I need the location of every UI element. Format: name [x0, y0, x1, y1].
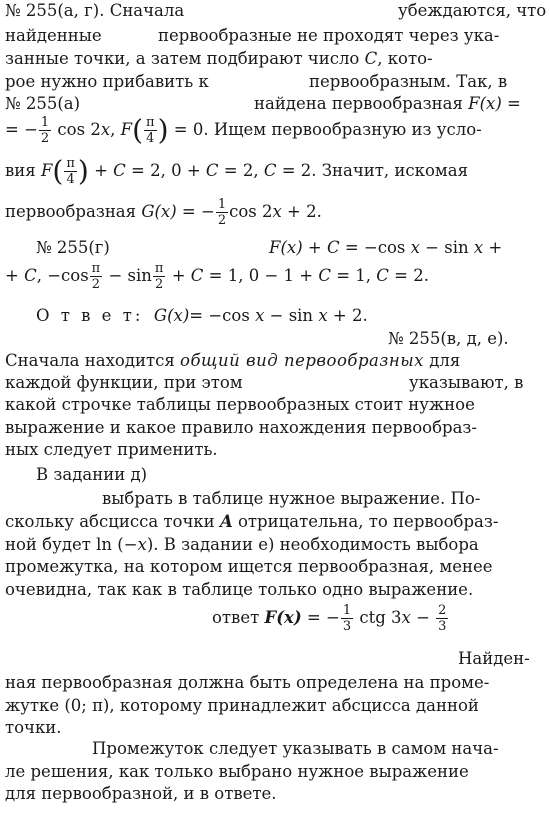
emphasis-text: общий вид первообразных [180, 351, 424, 370]
var-x: x [473, 238, 484, 257]
denominator: 4 [146, 131, 155, 146]
right-paren: ) [157, 113, 169, 147]
text-line: убеждаются, что [398, 1, 547, 20]
text-line [5, 537, 479, 554]
right-paren: ) [77, 154, 89, 188]
text-line: № 255(в, д, е). [388, 329, 509, 348]
denominator: 2 [217, 213, 227, 228]
fraction [341, 604, 353, 633]
fraction [39, 116, 51, 145]
var-x: x [137, 535, 147, 554]
text-span: ). В задании е) необходимость выбора [146, 535, 479, 554]
numerator: π [66, 156, 75, 171]
formula-line [5, 113, 482, 147]
text-span: ответ [212, 608, 265, 627]
text-line: выбрать в таблице нужное выражение. По- [102, 489, 481, 508]
fraction [64, 157, 77, 186]
point-a: A [219, 512, 233, 531]
text-span: Сначала находится [5, 351, 181, 370]
numerator: π [91, 261, 101, 276]
denominator: 3 [342, 619, 352, 634]
text-span: cos 2 [229, 202, 273, 221]
text-line: промежутка, на котором ищется первообразная, менее [5, 557, 493, 576]
text-line: какой строчке таблицы первообразных стоит нужное [5, 395, 475, 414]
formula-line [5, 262, 429, 291]
denominator: 2 [91, 277, 101, 292]
text-span: ной будет ln (− [5, 535, 138, 554]
formula-line [5, 154, 468, 188]
denominator: 3 [438, 619, 447, 634]
text-span: найдена первообразная [254, 94, 463, 113]
text-span: + [166, 266, 191, 285]
text-line: точки. [5, 718, 62, 737]
var-x: x [100, 120, 111, 139]
text-span: , −cos [36, 266, 89, 285]
formula-gx: G(x) [153, 306, 190, 325]
text-span: = −cos [339, 238, 411, 257]
var-c: C [24, 266, 37, 285]
text-line [5, 514, 498, 531]
text-line: рое нужно прибавить к [5, 72, 209, 91]
var-x: x [318, 306, 328, 325]
text-span: = − [176, 202, 215, 221]
text-span: занные точки, а затем подбирают число [5, 49, 360, 68]
text-span: скольку абсцисса точки [5, 512, 220, 531]
text-span: вия [5, 161, 41, 180]
text-line: Промежуток следует указывать в самом нача- [92, 739, 499, 758]
answer-line [36, 308, 368, 325]
text-line: первообразные не проходят через ука- [158, 26, 500, 45]
text-line: для первообразной, и в ответе. [5, 784, 277, 803]
fraction [436, 604, 448, 633]
numerator: 1 [40, 115, 50, 130]
func-f: F [120, 120, 133, 139]
text-span: = 0. Ищем первообразную из усло- [168, 120, 482, 139]
var-c: C [113, 161, 126, 180]
text-span: − sin [264, 306, 319, 325]
text-line: первообразным. Так, в [309, 72, 508, 91]
formula-fx: F(x) [468, 94, 502, 113]
answer-formula [212, 604, 449, 633]
text-span: для [424, 351, 461, 370]
text-span: , кото- [377, 49, 433, 68]
formula-fx: F(x) [264, 608, 302, 627]
formula-line [5, 198, 322, 227]
text-line: № 255(а) [5, 94, 81, 113]
text-span: , [110, 120, 121, 139]
numerator: 1 [217, 197, 227, 212]
var-c: C [190, 266, 204, 285]
formula-gx: G(x) [141, 202, 177, 221]
text-line [5, 51, 433, 68]
text-span: первообразная [5, 202, 142, 221]
text-span: + [5, 266, 25, 285]
left-paren: ( [132, 113, 144, 147]
numerator: 2 [438, 603, 447, 618]
text-span: + [302, 238, 327, 257]
left-paren: ( [52, 154, 64, 188]
func-f: F [40, 161, 53, 180]
text-line: № 255(а, г). Сначала [5, 1, 185, 20]
text-span: − sin [419, 238, 474, 257]
text-line: Найден- [458, 649, 530, 668]
text-line: ная первообразная должна быть определена на проме- [5, 673, 490, 692]
text-span: ctg 3 [354, 608, 402, 627]
var-x: x [255, 306, 265, 325]
denominator: 2 [155, 277, 164, 292]
text-line: каждой функции, при этом [5, 373, 243, 392]
text-line [5, 353, 460, 370]
formula-line [269, 240, 502, 257]
fraction [216, 198, 228, 227]
text-line: ных следует применить. [5, 440, 218, 459]
text-span: + 2. [281, 202, 322, 221]
text-span: = 1, [330, 266, 377, 285]
denominator: 4 [66, 172, 75, 187]
text-line [254, 96, 521, 113]
text-span: cos 2 [52, 120, 101, 139]
text-span: = −cos [189, 306, 256, 325]
var-c: C [263, 161, 277, 180]
var-c: C [205, 161, 219, 180]
var-c: C [318, 266, 331, 285]
numerator: 1 [342, 603, 352, 618]
var-c: C [326, 238, 340, 257]
text-span: = 2. [388, 266, 429, 285]
text-line: № 255(г) [36, 238, 110, 257]
text-span: отрицательна, то первообраз- [232, 512, 499, 531]
text-span: + 2. [327, 306, 368, 325]
numerator: π [154, 261, 164, 276]
text-line: ле решения, как только выбрано нужное выражение [5, 762, 469, 781]
var-x: x [401, 608, 411, 627]
numerator: π [146, 115, 155, 130]
text-span: = [501, 94, 521, 113]
text-span: = − [5, 120, 38, 139]
text-span: = − [301, 608, 340, 627]
text-span: + [88, 161, 114, 180]
var-x: x [410, 238, 420, 257]
var-x: x [272, 202, 282, 221]
formula-fx: F(x) [269, 238, 303, 257]
text-line: очевидна, так как в таблице только одно выражение. [5, 580, 474, 599]
fraction [144, 116, 157, 145]
text-span: − [410, 608, 436, 627]
text-span: = 2, [218, 161, 264, 180]
text-span: = 2. Значит, искомая [276, 161, 468, 180]
var-c: C [364, 49, 378, 68]
text-line: найденные [5, 26, 102, 45]
denominator: 2 [40, 131, 50, 146]
text-span: + [483, 238, 503, 257]
fraction [153, 262, 166, 291]
var-c: C [376, 266, 389, 285]
text-span: = 1, 0 − 1 + [203, 266, 319, 285]
text-line: указывают, в [409, 373, 524, 392]
text-span: = 2, 0 + [125, 161, 206, 180]
text-span: − sin [103, 266, 152, 285]
text-line: выражение и какое правило нахождения первообраз- [5, 418, 477, 437]
text-line: жутке (0; π), которому принадлежит абсцисса данной [5, 696, 479, 715]
text-line: В задании д) [36, 465, 148, 484]
fraction [90, 262, 103, 291]
answer-label: О т в е т: [36, 306, 144, 325]
